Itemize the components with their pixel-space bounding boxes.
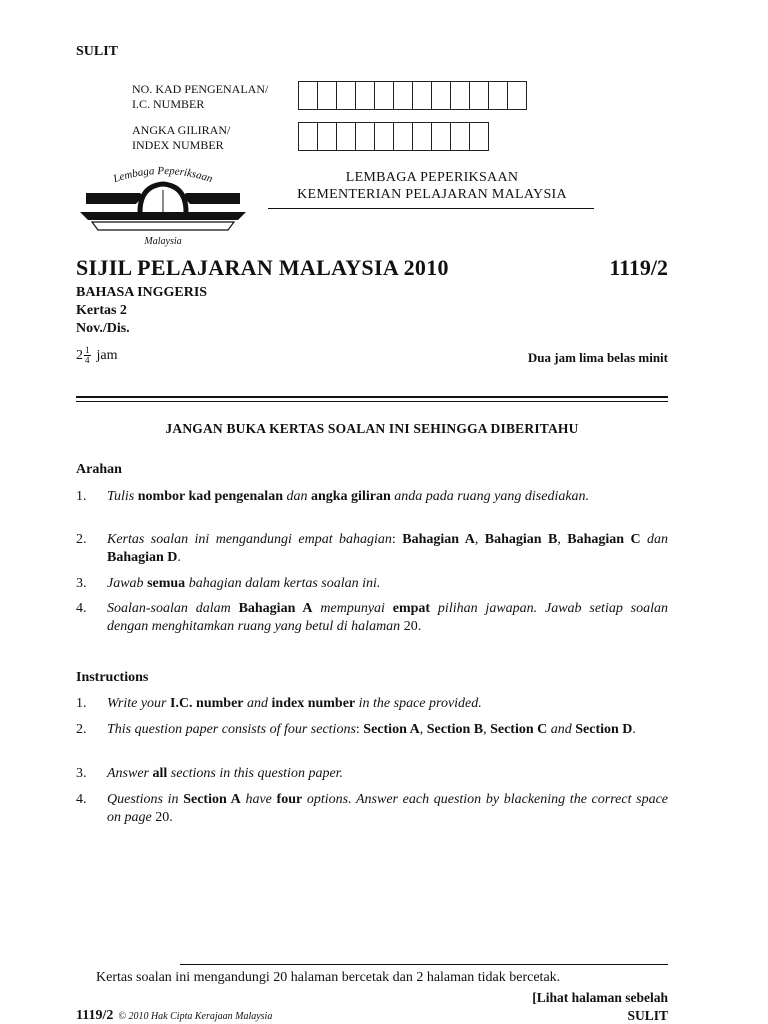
sulit-label-top: SULIT bbox=[76, 44, 119, 59]
fraction-denominator: 4 bbox=[85, 355, 90, 365]
logo-arc-text: Lembaga Peperiksaan bbox=[111, 164, 215, 186]
ic-label-line-2: I.C. NUMBER bbox=[132, 97, 205, 111]
item-number: 4. bbox=[76, 601, 87, 616]
index-number-box[interactable] bbox=[431, 122, 451, 151]
index-number-boxes[interactable] bbox=[298, 122, 488, 151]
arahan-item-4 bbox=[76, 600, 668, 636]
index-label-line-1: ANGKA GILIRAN/ bbox=[132, 123, 231, 137]
item-number: 2. bbox=[76, 532, 87, 547]
ic-number-box[interactable] bbox=[317, 81, 337, 110]
ic-number-box[interactable] bbox=[393, 81, 413, 110]
item-text: Tulis nombor kad pengenalan dan angka giliran anda pada ruang yang disediakan. bbox=[107, 489, 590, 504]
item-number: 1. bbox=[76, 696, 87, 711]
board-name-line-2: KEMENTERIAN PELAJARAN MALAYSIA bbox=[297, 187, 567, 202]
see-next-page: [Lihat halaman sebelah bbox=[532, 990, 668, 1005]
ic-number-box[interactable] bbox=[412, 81, 432, 110]
exam-title: SIJIL PELAJARAN MALAYSIA 2010 bbox=[76, 255, 449, 280]
item-text: Write your I.C. number and index number in the space provided. bbox=[107, 696, 482, 711]
arahan-heading: Arahan bbox=[76, 462, 122, 477]
index-number-box[interactable] bbox=[317, 122, 337, 151]
ic-number-box[interactable] bbox=[469, 81, 489, 110]
index-number-box[interactable] bbox=[336, 122, 356, 151]
ic-number-box[interactable] bbox=[336, 81, 356, 110]
item-number: 4. bbox=[76, 792, 87, 807]
item-text: Kertas soalan ini mengandungi empat bahagian: Bahagian A, Bahagian B, Bahagian C dan Bahagian D. bbox=[107, 532, 669, 565]
index-number-box[interactable] bbox=[298, 122, 318, 151]
index-number-box[interactable] bbox=[412, 122, 432, 151]
sulit-label-bottom: SULIT bbox=[627, 1008, 668, 1023]
paper-code: 1119/2 bbox=[609, 255, 668, 280]
item-number: 2. bbox=[76, 722, 87, 737]
fraction-numerator: 1 bbox=[85, 345, 90, 355]
ic-number-box[interactable] bbox=[298, 81, 318, 110]
duration-words: Dua jam lima belas minit bbox=[527, 350, 668, 365]
instructions-item-2 bbox=[76, 721, 668, 739]
instructions-item-1 bbox=[76, 695, 668, 713]
instructions-item-4 bbox=[76, 791, 668, 827]
item-number: 1. bbox=[76, 489, 87, 504]
subject: BAHASA INGGERIS bbox=[76, 285, 208, 300]
index-label-line-2: INDEX NUMBER bbox=[132, 138, 224, 152]
item-text: This question paper consists of four sections: Section A, Section B, Section C and Section D. bbox=[107, 722, 636, 737]
duration-fraction bbox=[84, 346, 91, 365]
index-number-box[interactable] bbox=[469, 122, 489, 151]
item-number: 3. bbox=[76, 576, 87, 591]
footer-code bbox=[76, 1008, 272, 1024]
ic-number-box[interactable] bbox=[450, 81, 470, 110]
ic-number-box[interactable] bbox=[355, 81, 375, 110]
ic-number-box[interactable] bbox=[488, 81, 508, 110]
item-number: 3. bbox=[76, 766, 87, 781]
exam-session: Nov./Dis. bbox=[76, 321, 130, 336]
paper-number: Kertas 2 bbox=[76, 303, 127, 318]
duration-whole: 2 bbox=[76, 347, 83, 363]
instructions-heading: Instructions bbox=[76, 670, 149, 685]
ic-number-box[interactable] bbox=[431, 81, 451, 110]
item-text: Jawab semua bahagian dalam kertas soalan ini. bbox=[107, 576, 381, 591]
index-number-box[interactable] bbox=[374, 122, 394, 151]
duration-hours bbox=[76, 346, 118, 365]
ic-number-label bbox=[132, 82, 268, 112]
ic-number-box[interactable] bbox=[507, 81, 527, 110]
arahan-item-1 bbox=[76, 488, 668, 506]
board-underline bbox=[268, 208, 594, 209]
do-not-open-warning: JANGAN BUKA KERTAS SOALAN INI SEHINGGA DIBERITAHU bbox=[165, 421, 579, 436]
page-count-note: Kertas soalan ini mengandungi 20 halaman bercetak dan 2 halaman tidak bercetak. bbox=[96, 970, 561, 985]
footer-rule bbox=[180, 964, 668, 965]
board-name-line-1: LEMBAGA PEPERIKSAAN bbox=[345, 170, 519, 185]
item-text: Soalan-soalan dalam Bahagian A mempunyai empat pilihan jawapan. Jawab setiap soalan dengan menghitamkan ruang yang betul di halaman 20. bbox=[107, 601, 669, 634]
item-text: Questions in Section A have four options. Answer each question by blackening the correct space on page 20. bbox=[107, 792, 669, 825]
lembaga-peperiksaan-logo bbox=[78, 160, 248, 250]
instructions-item-3 bbox=[76, 765, 668, 783]
ic-label-line-1: NO. KAD PENGENALAN/ bbox=[132, 82, 269, 96]
arahan-item-2 bbox=[76, 531, 668, 567]
arahan-item-3 bbox=[76, 575, 668, 593]
double-rule-thin bbox=[76, 401, 668, 402]
index-number-label bbox=[132, 123, 230, 153]
ic-number-boxes[interactable] bbox=[298, 81, 526, 110]
logo-bottom-text: Malaysia bbox=[144, 236, 182, 247]
ic-number-box[interactable] bbox=[374, 81, 394, 110]
index-number-box[interactable] bbox=[393, 122, 413, 151]
double-rule-thick bbox=[76, 396, 668, 398]
copyright-notice: © 2010 Hak Cipta Kerajaan Malaysia bbox=[118, 1011, 273, 1022]
footer-paper-code: 1119/2 bbox=[76, 1008, 114, 1023]
index-number-box[interactable] bbox=[450, 122, 470, 151]
duration-unit: jam bbox=[96, 347, 118, 363]
index-number-box[interactable] bbox=[355, 122, 375, 151]
item-text: Answer all sections in this question paper. bbox=[107, 766, 344, 781]
